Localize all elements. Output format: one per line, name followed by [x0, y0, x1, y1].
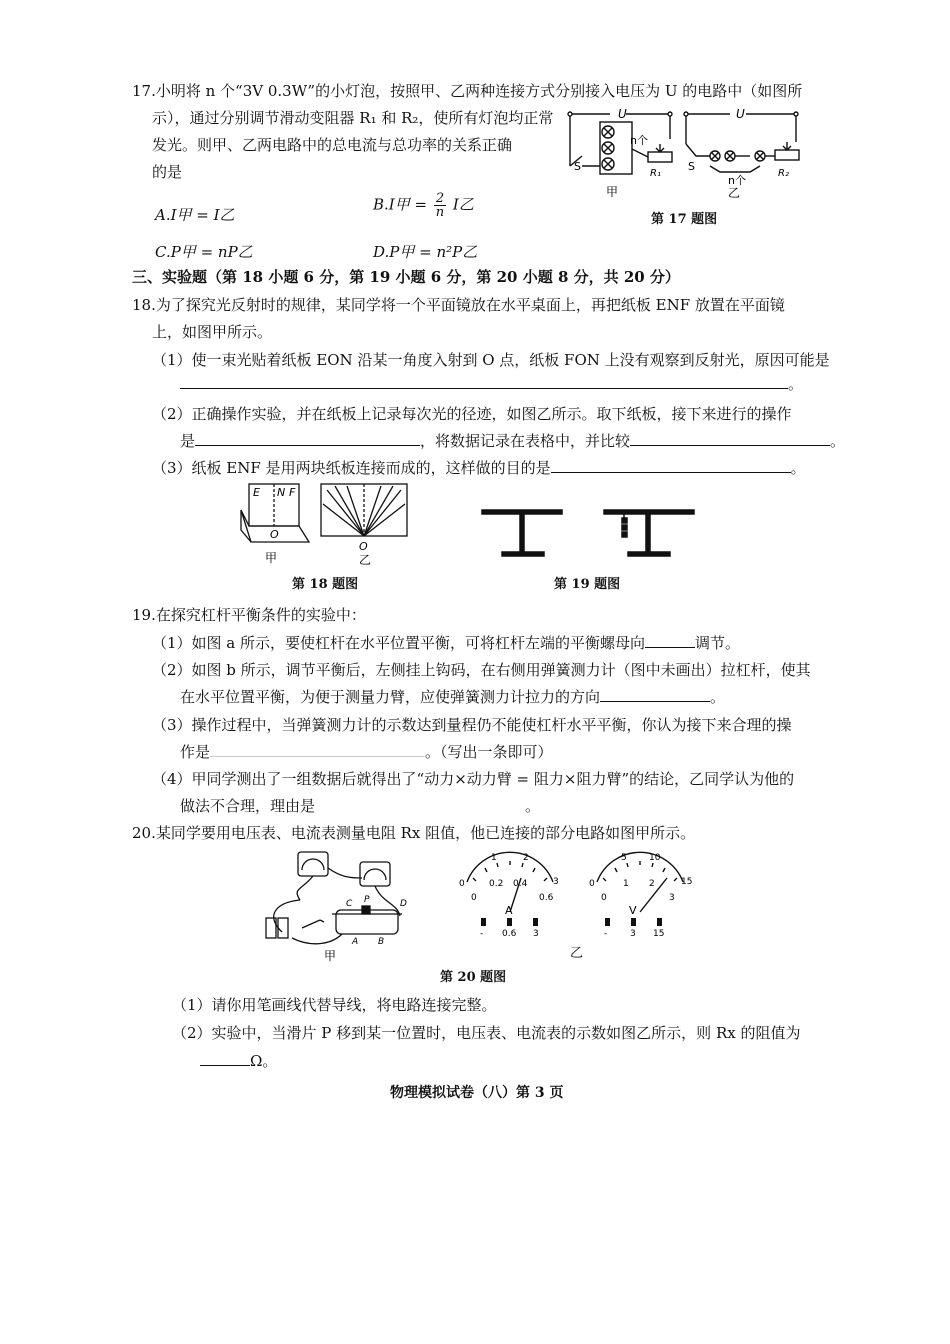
answer-blank[interactable]	[551, 458, 791, 473]
q19-part-3b-post: 。（写出一条即可）	[425, 743, 553, 761]
page-footer: 物理模拟试卷（八）第 3 页	[390, 1085, 564, 1101]
ammeter-unit: A	[505, 904, 513, 917]
q18-fig-o1: O	[270, 528, 279, 541]
answer-blank[interactable]	[600, 687, 710, 702]
answer-blank[interactable]	[645, 633, 695, 648]
q19-part-4b	[180, 795, 540, 816]
q17-fig-u1: U	[618, 107, 627, 121]
q18-fig-n: N	[277, 486, 286, 499]
q18-line-1: 18.为了探究光反射时的规律，某同学将一个平面镜放在水平桌面上，再把纸板 ENF 放置在平面镜	[132, 296, 785, 314]
q17-option-d: D.P甲 = n²P乙	[373, 243, 478, 261]
q17-circuit-figure	[560, 104, 810, 204]
q17-option-b	[373, 192, 474, 219]
q18-part-1: （1）使一束光贴着纸板 EON 沿某一角度入射到 O 点，纸板 FON 上没有观察到反射光，原因可能是	[152, 351, 830, 369]
q19-part-4b-text: 做法不合理，理由是	[180, 797, 316, 815]
q17-line-3: 发光。则甲、乙两电路中的总电流与总功率的关系正确	[152, 136, 513, 154]
q18-fig-yi: 乙	[359, 553, 372, 567]
q18-fig-f: F	[289, 486, 296, 499]
q19-part-1	[152, 632, 740, 653]
q18-line-2: 上，如图甲所示。	[152, 323, 273, 341]
voltmeter-outer-15: 15	[681, 877, 693, 887]
period: 。	[710, 688, 726, 706]
voltmeter-term-3: 3	[630, 929, 636, 939]
q18-part-2b-mid: ，将数据记录在表格中，并比较	[420, 432, 631, 450]
q18-reflection-figure	[235, 480, 445, 570]
q17-fig-r2: R₂	[778, 168, 789, 179]
q17-fig-s1: S	[574, 160, 581, 173]
q17-line-2: 示），通过分别调节滑动变阻器 R₁ 和 R₂，使所有灯泡均正常	[152, 109, 554, 127]
q17-fig-n-label-1: n个	[630, 134, 648, 147]
ammeter-inner-2: 0.4	[513, 879, 528, 889]
q18-fig-e: E	[253, 486, 260, 499]
q18-part-3	[152, 457, 806, 478]
q20-rheo-p: P	[364, 895, 370, 905]
q17-option-c: C.P甲 = nP乙	[155, 243, 253, 261]
q19-part-1-post: 调节。	[695, 634, 741, 652]
q20-part-2b	[200, 1050, 277, 1071]
fraction-numerator: 2	[435, 191, 445, 206]
q17-option-b-fraction	[434, 192, 446, 219]
q17-line-1: 17.小明将 n 个“3V 0.3W”的小灯泡，按照甲、乙两种连接方式分别接入电压为 U 的电路中（如图所	[132, 82, 803, 100]
q20-part-2b-unit: Ω。	[250, 1052, 278, 1070]
ammeter-outer-1: 1	[491, 853, 497, 863]
q19-part-1-text: （1）如图 a 所示，要使杠杆在水平位置平衡，可将杠杆左端的平衡螺母向	[152, 634, 646, 652]
q18-part-2a: （2）正确操作实验，并在纸板上记录每次光的径迹，如图乙所示。取下纸板，接下来进行的操作	[152, 405, 792, 423]
q17-option-a: A.I甲 = I乙	[155, 206, 235, 224]
ammeter-dial	[455, 852, 565, 942]
q19-part-3b-prefix: 作是	[180, 743, 211, 761]
q17-fig-yi: 乙	[728, 186, 741, 200]
q20-line-1: 20.某同学要用电压表、电流表测量电阻 Rx 阻值，他已连接的部分电路如图甲所示。	[132, 824, 696, 842]
voltmeter-unit: V	[629, 904, 637, 917]
q20-part-2a: （2）实验中，当滑片 P 移到某一位置时，电压表、电流表的示数如图乙所示，则 Rx 的阻值为	[172, 1024, 801, 1042]
q18-figure-caption: 第 18 题图	[292, 577, 359, 592]
q20-figure-caption: 第 20 题图	[440, 970, 507, 985]
q17-fig-n-label-2: n个	[728, 174, 746, 187]
ammeter-outer-3: 3	[553, 877, 559, 887]
q17-figure-caption: 第 17 题图	[651, 212, 718, 227]
answer-blank[interactable]	[180, 374, 788, 389]
voltmeter-outer-0: 0	[589, 879, 595, 889]
q17-fig-r1: R₁	[650, 168, 661, 179]
answer-blank[interactable]	[630, 431, 830, 446]
period: 。	[525, 797, 541, 815]
voltmeter-inner-2: 2	[649, 879, 655, 889]
q18-fig-o2: O	[359, 540, 368, 553]
q20-rheo-a: A	[352, 937, 359, 947]
q19-line-1: 19.在探究杠杆平衡条件的实验中：	[132, 606, 366, 624]
q18-part-2b	[180, 430, 845, 451]
q20-circuit-apparatus	[262, 848, 422, 963]
ammeter-outer-2: 2	[523, 853, 529, 863]
q19-part-2a: （2）如图 b 所示，调节平衡后，左侧挂上钩码，在右侧用弹簧测力计（图中未画出）拉杠杆，使其	[152, 661, 811, 679]
q19-lever-figure	[478, 500, 698, 565]
ammeter-inner-0: 0	[471, 893, 477, 903]
voltmeter-dial	[585, 852, 695, 942]
answer-blank[interactable]	[195, 431, 420, 446]
q20-rheo-c: C	[346, 899, 353, 909]
q19-part-3a: （3）操作过程中，当弹簧测力计的示数达到量程仍不能使杠杆水平平衡，你认为接下来合理的操	[152, 716, 792, 734]
q17-fig-u2: U	[736, 107, 745, 121]
q19-figure-caption: 第 19 题图	[554, 577, 621, 592]
q19-part-3b	[180, 741, 553, 762]
ammeter-term-3: 3	[533, 929, 539, 939]
q19-part-2b-text: 在水平位置平衡，为便于测量力臂，应使弹簧测力计拉力的方向	[180, 688, 601, 706]
q18-part-1-answer	[180, 373, 803, 394]
ammeter-term-06: 0.6	[502, 929, 517, 939]
q17-option-b-suffix: I乙	[452, 195, 474, 214]
q20-rheo-d: D	[400, 899, 407, 909]
q20-fig-yi: 乙	[570, 946, 584, 961]
q20-part-1: （1）请你用笔画线代替导线，将电路连接完整。	[172, 996, 497, 1014]
voltmeter-inner-1: 1	[623, 879, 629, 889]
q20-rheo-b: B	[378, 937, 385, 947]
voltmeter-term-neg: -	[604, 929, 608, 939]
voltmeter-inner-3: 3	[669, 893, 675, 903]
ammeter-inner-1: 0.2	[489, 879, 504, 889]
section-3-heading: 三、实验题（第 18 小题 6 分，第 19 小题 6 分，第 20 小题 8 分，共 20 分）	[132, 268, 680, 286]
q20-fig-jia: 甲	[324, 949, 337, 963]
q18-part-2b-prefix: 是	[180, 432, 196, 450]
q19-part-4a: （4）甲同学测出了一组数据后就得出了“动力×动力臂 = 阻力×阻力臂”的结论，乙同学认为他的	[152, 770, 795, 788]
ammeter-inner-3: 0.6	[539, 893, 554, 903]
q17-fig-s2: S	[688, 160, 695, 173]
voltmeter-term-15: 15	[653, 929, 665, 939]
q18-fig-jia: 甲	[265, 551, 278, 565]
period: 。	[788, 375, 804, 393]
q17-line-4: 的是	[152, 163, 183, 181]
q19-part-2b	[180, 686, 725, 707]
voltmeter-inner-0: 0	[601, 893, 607, 903]
period: 。	[790, 459, 806, 477]
fraction-denominator: n	[435, 205, 445, 220]
period: 。	[830, 432, 846, 450]
voltmeter-outer-10: 10	[649, 853, 661, 863]
ammeter-outer-0: 0	[459, 879, 465, 889]
q17-fig-jia: 甲	[606, 185, 619, 199]
answer-blank[interactable]	[315, 796, 525, 811]
answer-blank[interactable]	[210, 742, 425, 757]
answer-blank[interactable]	[200, 1051, 250, 1066]
q18-part-3-text: （3）纸板 ENF 是用两块纸板连接而成的，这样做的目的是	[152, 459, 551, 477]
ammeter-term-neg: -	[480, 929, 484, 939]
q17-option-b-prefix: B.I甲 =	[373, 195, 428, 214]
voltmeter-outer-5: 5	[621, 853, 627, 863]
